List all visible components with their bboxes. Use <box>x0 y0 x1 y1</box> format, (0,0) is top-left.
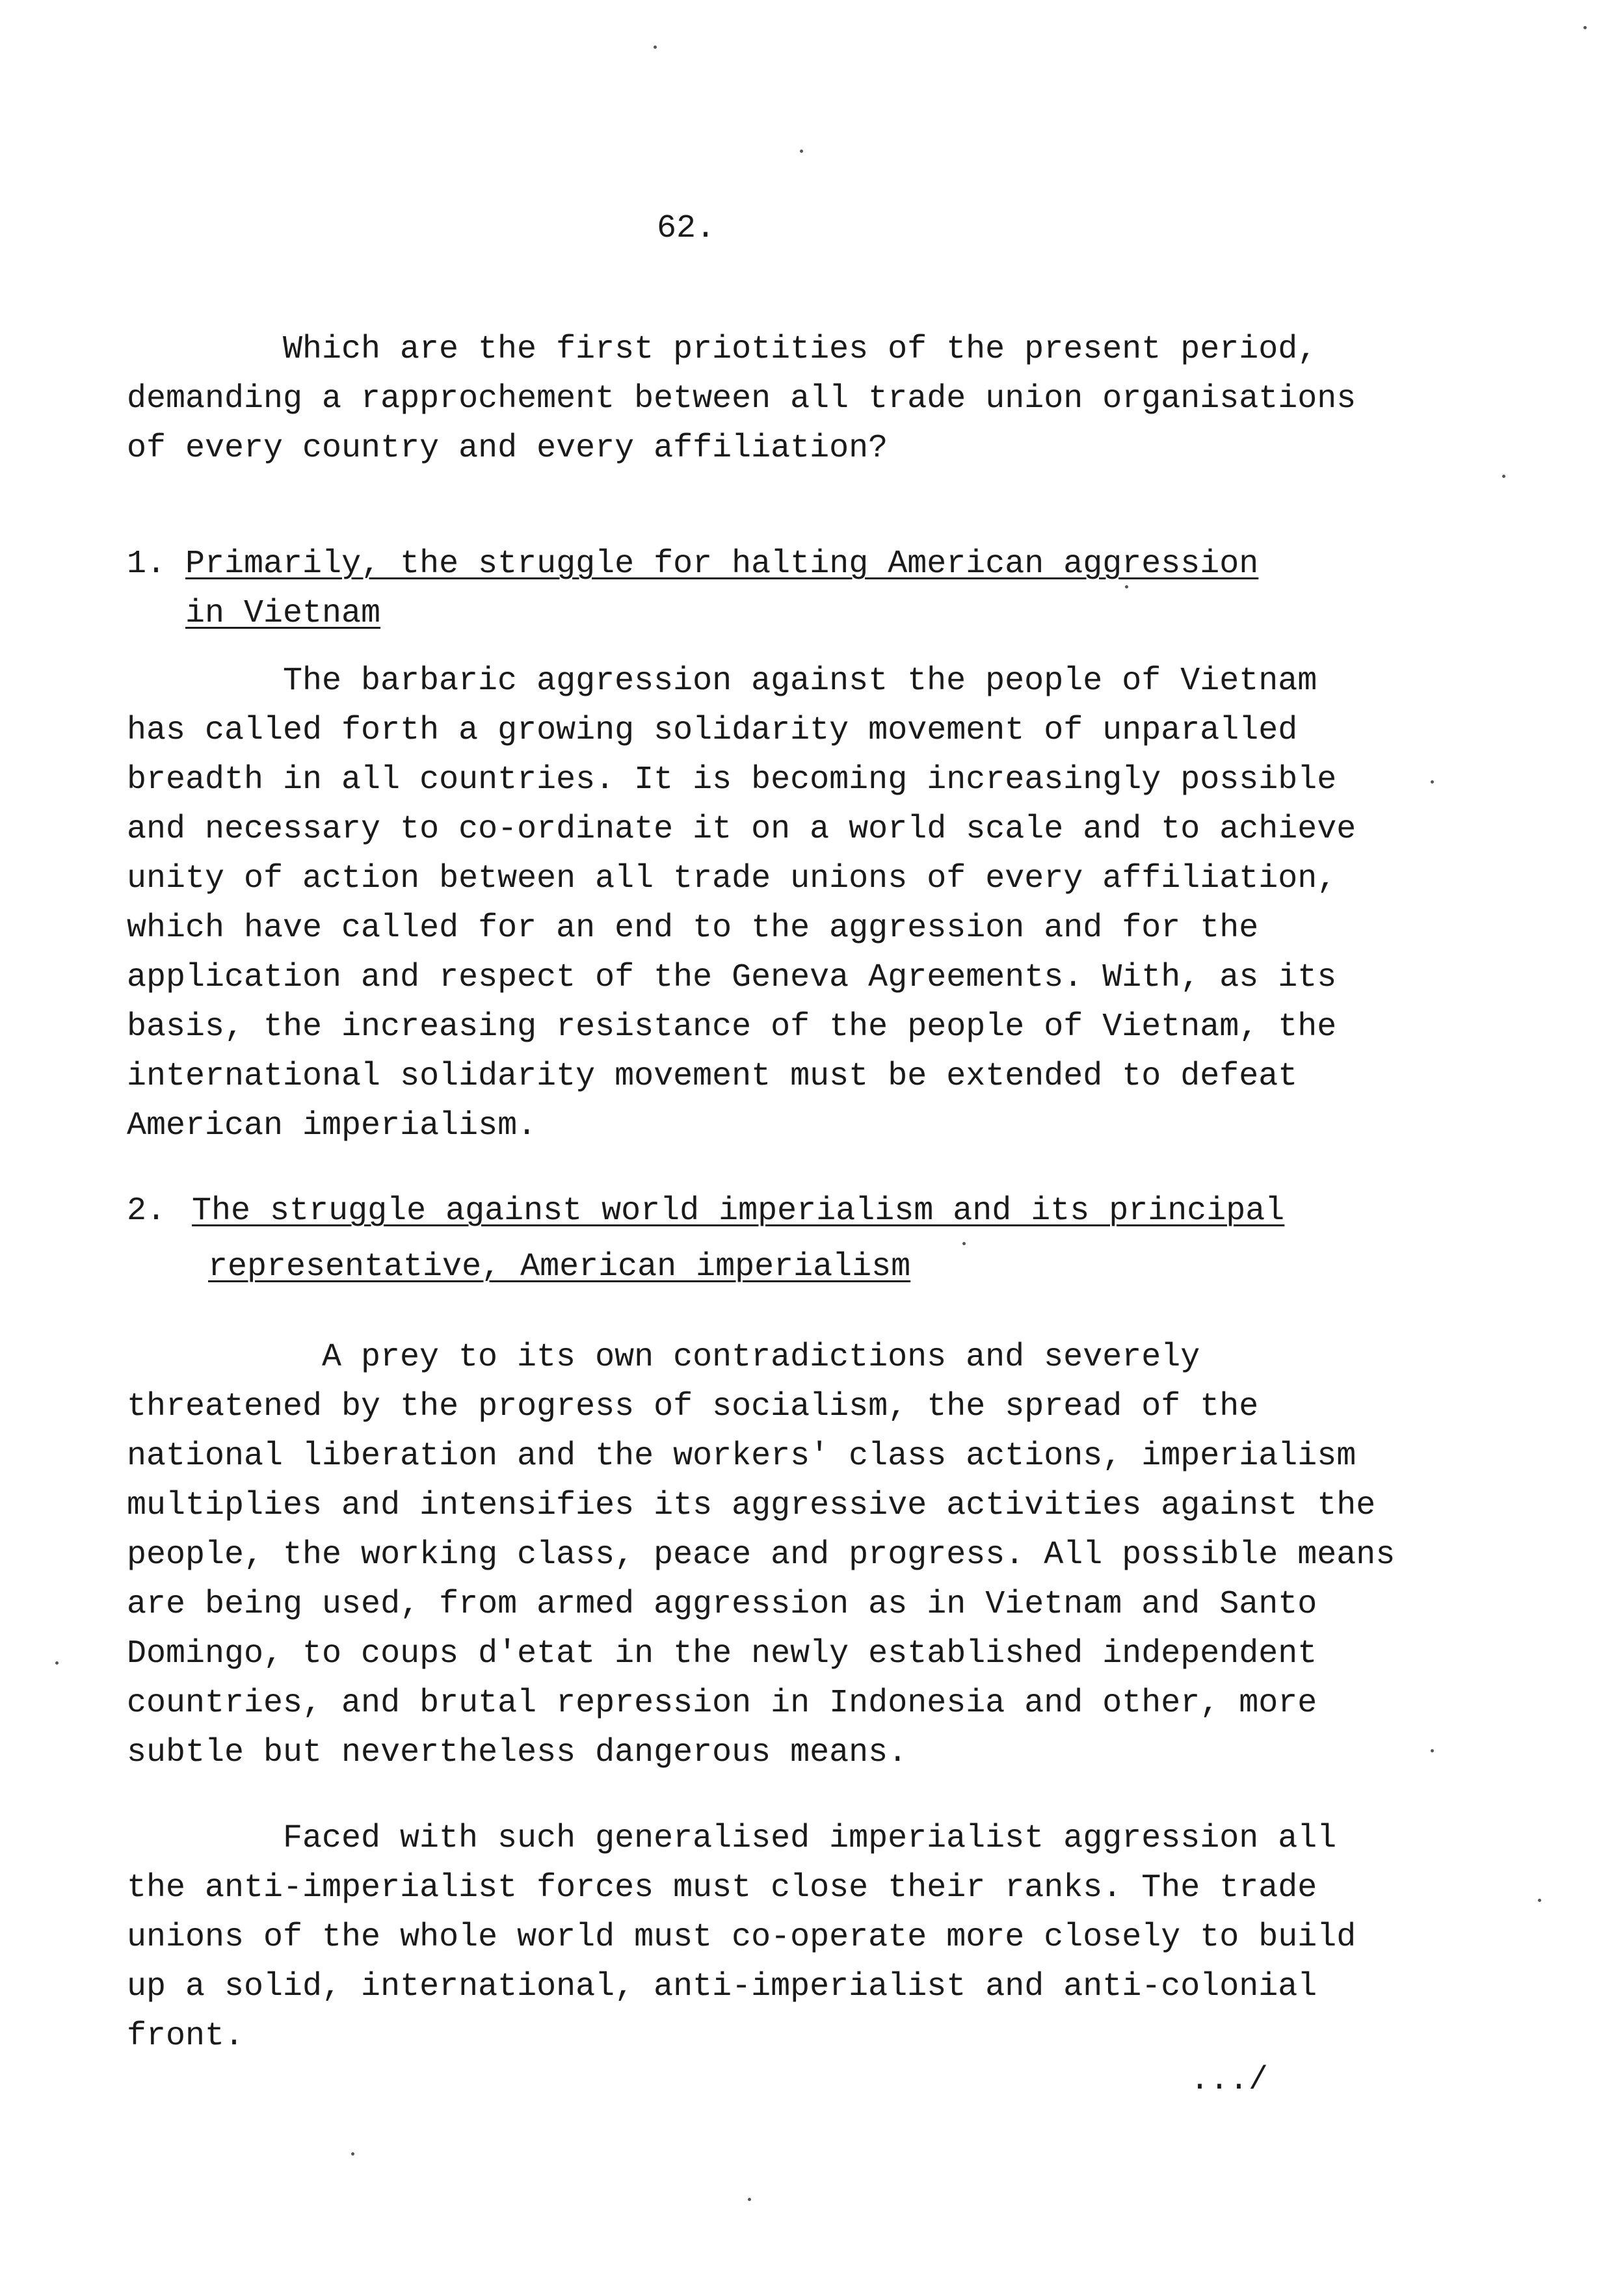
section-2-body2-block <box>127 1814 1414 2061</box>
section-2-title: The struggle against world imperialism and its principal <box>192 1193 1285 1230</box>
section-1-body: The barbaric aggression against the people of Vietnam has called forth a growing solidarity movement of unparalled breadth in all countries. It is becoming increasingly possible and necessary to co-ordinate it on a world scale and to achieve unity of action between all trade unions of every affiliation, which have called for an end to the aggression and for the application and respect of the Geneva Agreements. With, as its basis, the increasing resistance of the people of Vietnam, the international solidarity movement must be extended to defeat American imperialism. <box>127 663 1356 1144</box>
scan-speck <box>1538 1899 1541 1902</box>
scan-speck <box>962 1242 966 1245</box>
scan-speck <box>654 46 657 49</box>
scan-speck <box>55 1661 59 1665</box>
page-number: 62. <box>657 210 716 247</box>
scan-speck <box>1431 780 1434 784</box>
scan-speck <box>800 150 803 153</box>
intro-paragraph: Which are the first priotities of the present period, demanding a rapprochement between all trade union organisations of every country and every affiliation? <box>127 331 1356 467</box>
section-2-title-cont: representative, American imperialism <box>208 1248 911 1286</box>
section-1-title-cont: in Vietnam <box>185 595 381 632</box>
scan-speck <box>1125 585 1128 588</box>
section-1-number: 1. <box>127 546 166 583</box>
scan-speck <box>748 2198 751 2201</box>
section-2-body2: Faced with such generalised imperialist aggression all the anti-imperialist forces must close their ranks. The trade unions of the whole world must co-operate more closely to build up a solid, international, anti-imperialist and anti-colonial front. <box>127 1820 1356 2055</box>
section-2-heading <box>127 1187 1284 1292</box>
scan-speck <box>351 2152 354 2156</box>
section-2-number: 2. <box>127 1193 166 1230</box>
section-1-title: Primarily, the struggle for halting American aggression <box>185 546 1259 583</box>
section-2-body: A prey to its own contradictions and severely threatened by the progress of socialism, the spread of the national liberation and the workers' class actions, imperialism multiplies and intensifies its aggressive activities against the people, the working class, peace and progress. All possible means are being used, from armed aggression as in Vietnam and Santo Domingo, to coups d'etat in the newly established independent countries, and brutal repression in Indonesia and other, more subtle but nevertheless dangerous means. <box>127 1339 1396 1771</box>
scan-speck <box>1502 475 1505 478</box>
section-1-heading <box>127 540 1258 639</box>
scan-speck <box>1583 26 1587 29</box>
scan-speck <box>1431 1749 1434 1752</box>
intro-block <box>127 325 1395 473</box>
section-1-body-block <box>127 657 1395 1151</box>
continuation-marker: .../ <box>1190 2062 1269 2099</box>
section-2-body-block <box>127 1333 1414 1778</box>
